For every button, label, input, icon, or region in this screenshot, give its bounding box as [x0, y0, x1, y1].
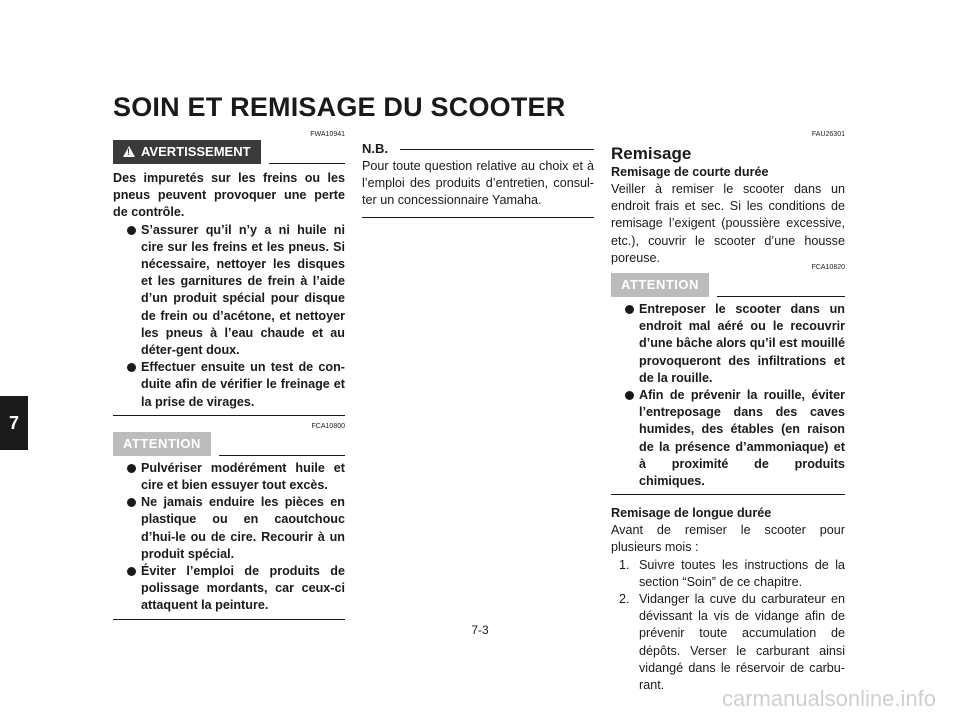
storage-heading: Remisage: [611, 144, 692, 163]
attention-code-2: FCA10820: [811, 264, 845, 272]
bullet-icon: [127, 464, 136, 473]
bullet-icon: [127, 363, 136, 372]
attention-code: FCA10800: [311, 422, 345, 430]
nb-label: N.B.: [362, 141, 388, 157]
warning-code: FWA10941: [310, 131, 345, 138]
column-2: [362, 140, 594, 218]
warning-label: AVERTISSEMENT: [141, 143, 251, 159]
bullet-icon: [625, 391, 634, 400]
step-item: [611, 557, 845, 591]
attention-bullet: [611, 301, 845, 387]
attention-bullet-text: Pulvériser modérément huile et cire et bien essuyer tout excès.: [141, 460, 345, 493]
warning-header: [113, 140, 345, 164]
attention-bullet-text: Éviter l’emploi de produits de polissage mordants, car ceux-ci attaquent la peinture.: [141, 564, 345, 613]
nb-rule: [400, 149, 594, 150]
bullet-icon: [625, 305, 634, 314]
nb-header: [362, 140, 594, 158]
nb-body: [362, 158, 594, 218]
bullet-icon: [127, 226, 136, 235]
attention-bullet: [113, 460, 345, 494]
warning-bullet: [113, 359, 345, 411]
step-text: Vidanger la cuve du carburateur en dévissant la vis de vidange afin de prévenir toute accumulation de dépôts. Verser le carburant ainsi vidangé dans le réservoir de carbu-rant.: [639, 592, 845, 693]
attention-label: ATTENTION: [113, 432, 211, 456]
attention-header: [113, 432, 345, 456]
step-number: 2.: [619, 592, 630, 607]
column-3: [611, 130, 845, 694]
attention-body-2: [611, 301, 845, 495]
page-title: SOIN ET REMISAGE DU SCOOTER: [113, 92, 566, 122]
attention-rule-2: [717, 296, 845, 297]
attention-bullet: [611, 387, 845, 490]
short-term-heading: Remisage de courte durée: [611, 165, 769, 179]
attention-bullet-text: Entreposer le scooter dans un endroit mal aéré ou le recouvrir d’une bâche alors qu’il est mouillé provoqueront des infiltrations et de la rouille.: [639, 302, 845, 385]
attention-label-2: ATTENTION: [611, 273, 709, 297]
bullet-icon: [127, 567, 136, 576]
attention-rule: [219, 455, 345, 456]
bullet-icon: [127, 498, 136, 507]
column-1: [113, 130, 345, 620]
warning-rule: [269, 163, 345, 164]
storage-code: FAU26301: [811, 131, 845, 138]
step-text: Suivre toutes les instructions de la section “Soin” de ce chapitre.: [639, 557, 845, 589]
step-item: [611, 591, 845, 694]
attention-header-2: [611, 273, 845, 297]
warning-body: [113, 170, 345, 416]
attention-bullet: [113, 494, 345, 563]
warning-bullet: [113, 222, 345, 360]
step-number: 1.: [619, 557, 630, 572]
attention-bullet-text: Ne jamais enduire les pièces en plastique ou en caoutchouc d’hui-le ou de cire. Recourir à un produit spécial.: [141, 495, 345, 561]
warning-bullet-text: Effectuer ensuite un test de con-duite afin de vérifier le freinage et la prise de virages.: [141, 360, 345, 409]
short-term-text: Veiller à remiser le scooter dans un endroit frais et sec. Si les conditions de remisage l’exigent (poussière excessive, etc.), couvrir le scooter d’une housse poreuse.: [611, 182, 845, 265]
long-term-intro: Avant de remiser le scooter pour plusieurs mois :: [611, 523, 845, 555]
warning-bullet-text: S’assurer qu’il n’y a ni huile ni cire sur les freins et les pneus. Si nécessaire, nettoyer les disques et les garnitures de frein à l’aide d’un produit spécial pour disque de frein ou d’acétone, et nettoyer les pneus à l’eau chaude et au déter-gent doux.: [141, 222, 345, 358]
attention-body: [113, 460, 345, 620]
page-number: 7-3: [471, 623, 489, 637]
nb-text: Pour toute question relative au choix et à l’emploi des produits d’entretien, consul-ter un concessionnaire Yamaha.: [362, 159, 594, 208]
watermark[interactable]: carmanualsonline.info: [721, 686, 936, 711]
attention-bullet: [113, 563, 345, 615]
attention-bullet-text: Afin de prévenir la rouille, éviter l’entreposage dans des caves humides, des étables (en raison de la présence d’ammoniaque) et à proximité de produits chimiques.: [639, 388, 845, 489]
warning-intro: Des impuretés sur les freins ou les pneus peuvent provoquer une perte de contrôle.: [113, 171, 345, 220]
warning-label-box: [113, 140, 261, 164]
long-term-heading: Remisage de longue durée: [611, 506, 772, 521]
chapter-tab: 7: [0, 396, 28, 450]
warning-triangle-icon: !: [123, 146, 135, 157]
